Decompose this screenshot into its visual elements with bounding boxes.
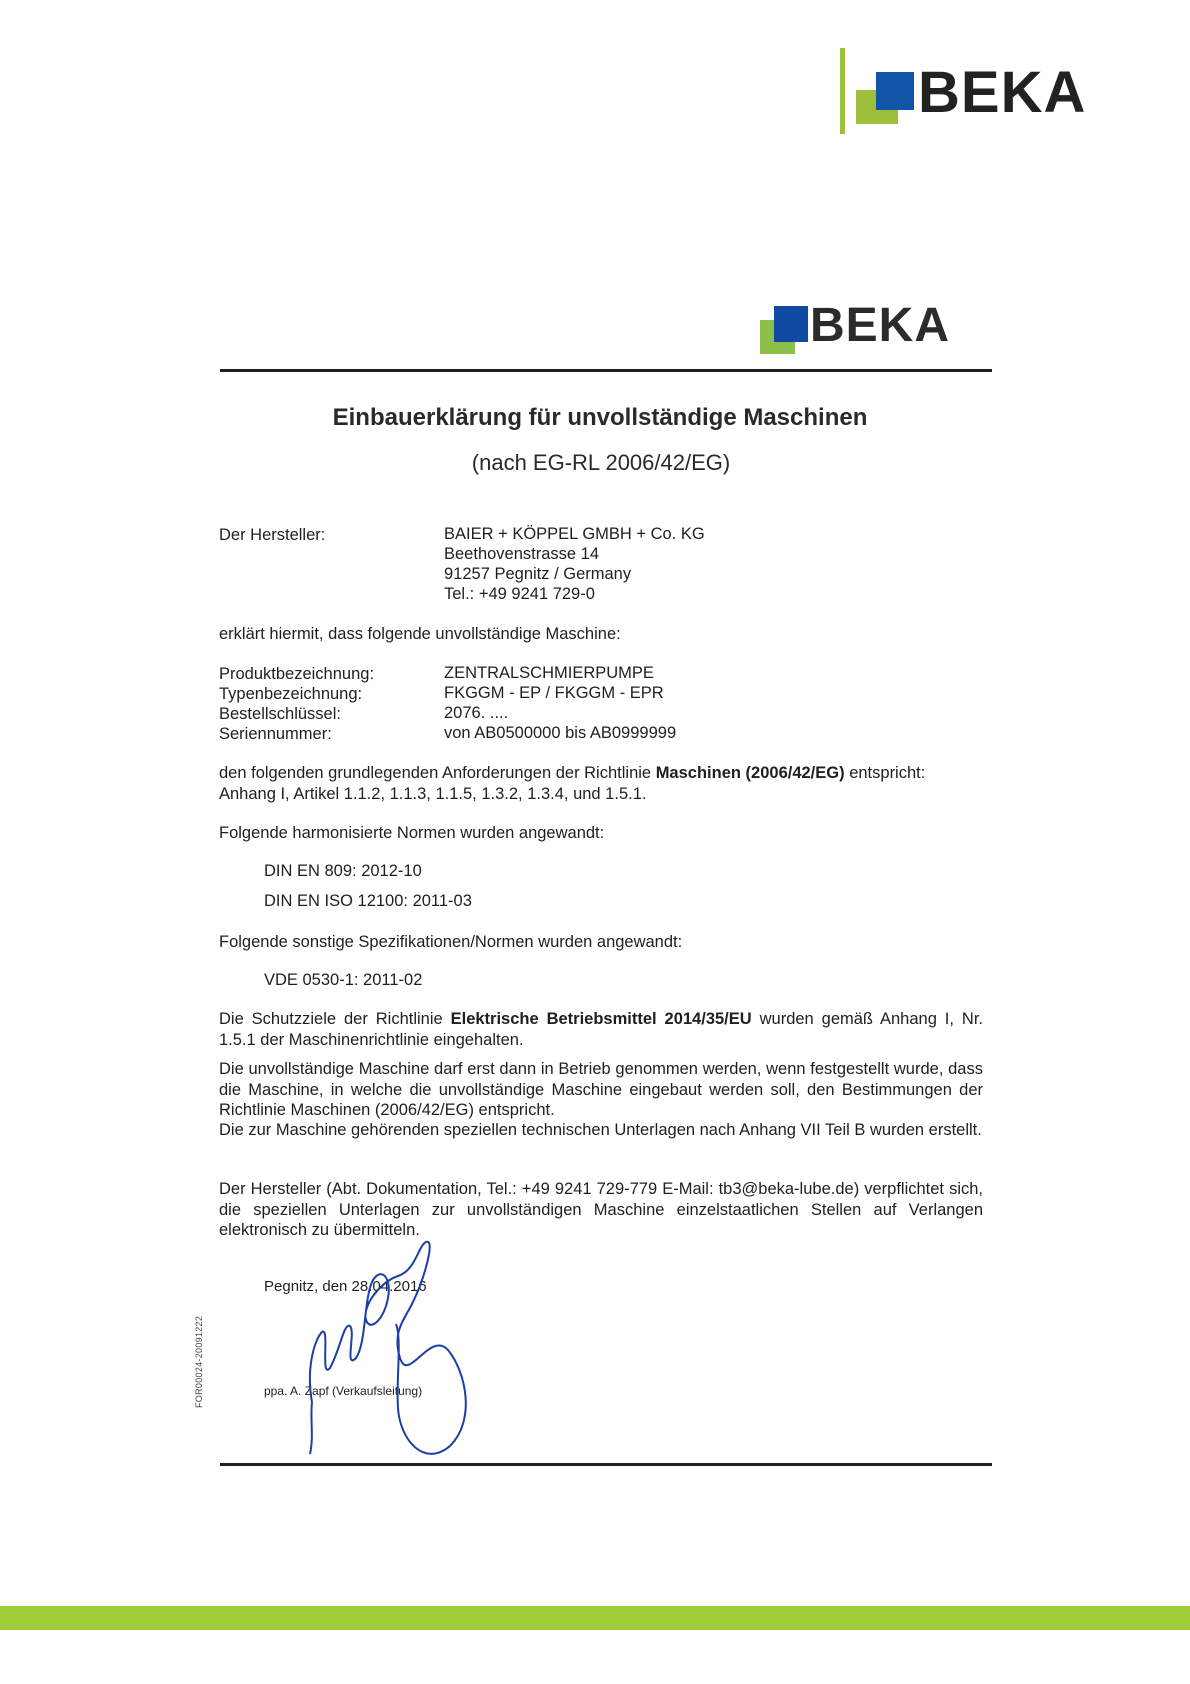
order-key-label: Bestellschlüssel: — [219, 705, 341, 723]
directive-machinery: Maschinen (2006/42/EG) — [655, 764, 845, 782]
company-logo-top — [838, 44, 1108, 134]
signature-image — [300, 1240, 500, 1460]
document-subtitle: (nach EG-RL 2006/42/EG) — [471, 450, 731, 475]
logo-accent-bar — [840, 48, 845, 134]
spec-item: VDE 0530-1: 2011-02 — [264, 971, 423, 989]
place-date: Pegnitz, den 28.04.2016 — [264, 1278, 427, 1295]
technical-docs-paragraph: Die zur Maschine gehörenden speziellen technischen Unterlagen nach Anhang VII Teil B wurden erstellt. — [219, 1121, 982, 1139]
document-title: Einbauerklärung für unvollständige Maschinen — [332, 404, 868, 431]
serial-number-value: von AB0500000 bis AB0999999 — [444, 724, 677, 742]
logo-blue-square — [876, 72, 914, 110]
requirements-annex: Anhang I, Artikel 1.1.2, 1.1.3, 1.1.5, 1.3.2, 1.3.4, und 1.5.1. — [219, 784, 647, 803]
low-voltage-paragraph — [219, 1009, 983, 1050]
footer-color-bar — [0, 1606, 1190, 1630]
logo-wordmark: BEKA — [810, 299, 951, 352]
header-rule — [220, 369, 992, 372]
manufacturer-label: Der Hersteller: — [219, 526, 326, 544]
manufacturer-street: Beethovenstrasse 14 — [444, 545, 600, 563]
requirements-text-end: entspricht: — [849, 764, 926, 782]
manufacturer-city: 91257 Pegnitz / Germany — [444, 565, 632, 583]
requirements-text: den folgenden grundlegenden Anforderungen der Richtlinie — [219, 764, 652, 782]
norm-item: DIN EN ISO 12100: 2011-03 — [264, 892, 472, 910]
operation-paragraph: Die unvollständige Maschine darf erst dann in Betrieb genommen werden, wenn festgestellt wurde, dass die Maschine, in welche die unvollständige Maschine eingebaut werden soll, den Bestimmungen der Richtlinie Maschinen (2006/42/EG) entspricht. — [219, 1060, 983, 1119]
product-type-label: Typenbezeichnung: — [219, 685, 363, 703]
footer-rule — [220, 1463, 992, 1466]
low-voltage-text-end: wurden gemäß Anhang I, Nr. 1.5.1 der Maschinenrichtlinie eingehalten. — [219, 1010, 983, 1049]
logo-wordmark: BEKA — [918, 60, 1087, 125]
logo-blue-square — [774, 306, 808, 342]
form-code: FOR00024-20091222 — [194, 1315, 204, 1408]
declaration-intro: erklärt hiermit, dass folgende unvollständige Maschine: — [219, 625, 621, 643]
signatory: ppa. A. Zapf (Verkaufsleitung) — [264, 1384, 423, 1398]
serial-number-label: Seriennummer: — [219, 725, 332, 743]
manufacturer-phone: Tel.: +49 9241 729-0 — [444, 585, 595, 603]
requirements-paragraph — [219, 763, 983, 804]
company-logo-inner — [758, 300, 988, 360]
norm-item: DIN EN 809: 2012-10 — [264, 862, 422, 880]
product-name-value: ZENTRALSCHMIERPUMPE — [444, 664, 654, 682]
product-name-label: Produktbezeichnung: — [219, 665, 375, 683]
low-voltage-text: Die Schutzziele der Richtlinie — [219, 1010, 443, 1028]
norms-intro: Folgende harmonisierte Normen wurden angewandt: — [219, 824, 605, 842]
manufacturer-name: BAIER + KÖPPEL GMBH + Co. KG — [444, 525, 705, 543]
spec-intro: Folgende sonstige Spezifikationen/Normen wurden angewandt: — [219, 933, 683, 951]
documentation-paragraph: Der Hersteller (Abt. Dokumentation, Tel.: +49 9241 729-779 E-Mail: tb3@beka-lube.de) verpflichtet sich, die speziellen Unterlagen zur unvollständigen Maschine einzelstaatlichen Stellen auf Verlangen elektronisch zu übermitteln. — [219, 1180, 983, 1239]
order-key-value: 2076. .... — [444, 704, 509, 722]
product-type-value: FKGGM - EP / FKGGM - EPR — [444, 684, 664, 702]
directive-low-voltage: Elektrische Betriebsmittel 2014/35/EU — [450, 1010, 752, 1028]
